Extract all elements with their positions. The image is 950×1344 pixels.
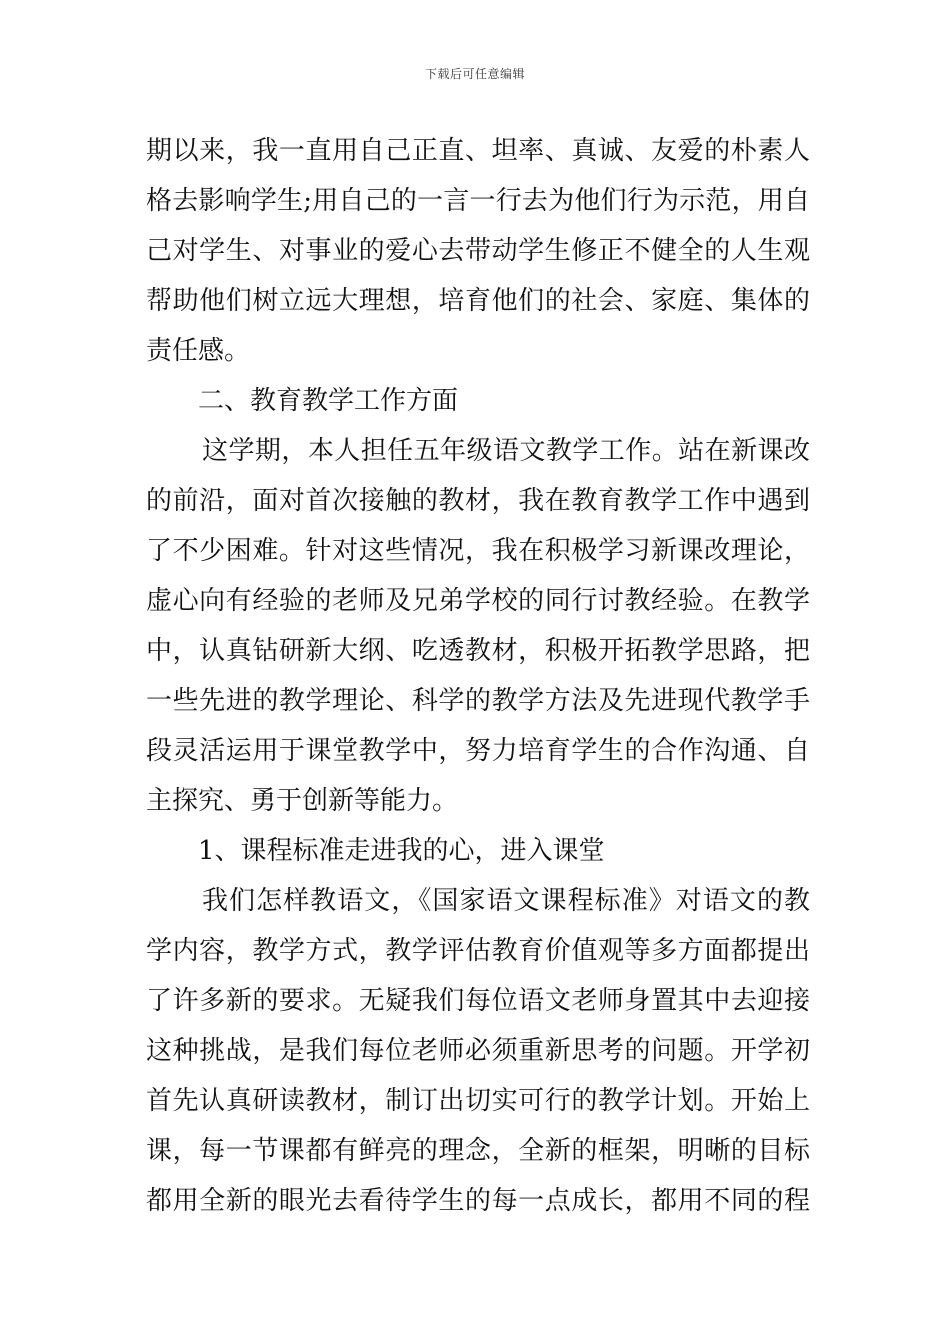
text-line: 帮助他们树立远大理想，培育他们的社会、家庭、集体的 [146, 286, 810, 316]
text-line: 格去影响学生;用自己的一言一行去为他们行为示范，用自 [146, 186, 810, 216]
text-line: 段灵活运用于课堂教学中，努力培育学生的合作沟通、自 [146, 736, 810, 766]
text-line-paragraph-end: 责任感。 [146, 336, 251, 366]
text-line-paragraph-start: 我们怎样教语文，《国家语文课程标准》对语文的教 [202, 886, 810, 916]
page-header: 下载后可任意编辑 [424, 67, 525, 81]
text-line: 中，认真钻研新大纲、吃透教材，积极开拓教学思路，把 [146, 636, 810, 666]
text-line: 课，每一节课都有鲜亮的理念，全新的框架，明晰的目标 [146, 1136, 810, 1166]
text-line: 了许多新的要求。无疑我们每位语文老师身置其中去迎接 [146, 986, 810, 1016]
text-line: 期以来，我一直用自己正直、坦率、真诚、友爱的朴素人 [146, 136, 810, 166]
text-line: 学内容，教学方式，教学评估教育价值观等多方面都提出 [146, 936, 810, 966]
section-heading: 二、教育教学工作方面 [198, 386, 459, 416]
subsection-heading: 1、课程标准走进我的心，进入课堂 [198, 836, 605, 866]
document-body [146, 126, 810, 1226]
text-line: 了不少困难。针对这些情况，我在积极学习新课改理论， [146, 536, 810, 566]
text-line-paragraph-start: 这学期，本人担任五年级语文教学工作。站在新课改 [202, 436, 810, 466]
text-line: 己对学生、对事业的爱心去带动学生修正不健全的人生观 [146, 236, 810, 266]
text-line: 都用全新的眼光去看待学生的每一点成长，都用不同的程 [146, 1186, 810, 1216]
text-line: 这种挑战，是我们每位老师必须重新思考的问题。开学初 [146, 1036, 810, 1066]
text-line: 虚心向有经验的老师及兄弟学校的同行讨教经验。在教学 [146, 586, 810, 616]
text-line: 首先认真研读教材，制订出切实可行的教学计划。开始上 [146, 1086, 810, 1116]
text-line: 一些先进的教学理论、科学的教学方法及先进现代教学手 [146, 686, 810, 716]
text-line-paragraph-end: 主探究、勇于创新等能力。 [146, 786, 459, 816]
text-line: 的前沿，面对首次接触的教材，我在教育教学工作中遇到 [146, 486, 810, 516]
